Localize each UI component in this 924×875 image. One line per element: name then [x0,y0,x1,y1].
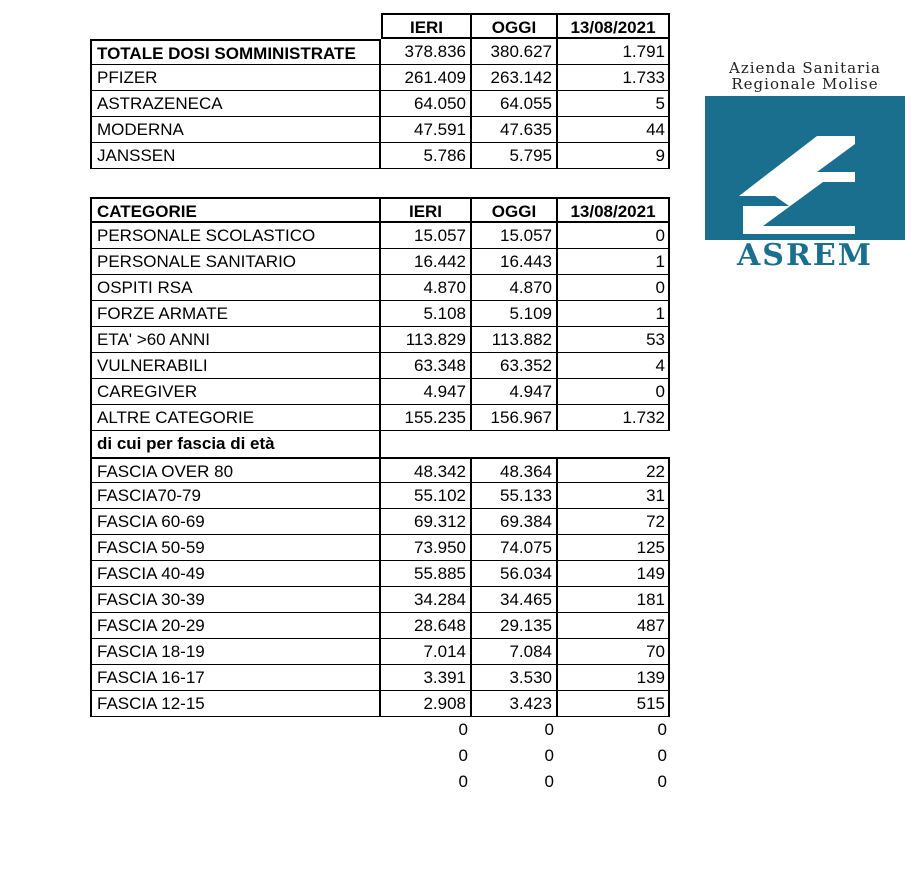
ieri-value: 69.312 [381,509,472,535]
row-label: FASCIA 20-29 [90,613,381,639]
oggi-value: 3.530 [472,665,558,691]
age-subheader: di cui per fascia di età [90,431,381,457]
oggi-value: 5.795 [472,143,558,169]
oggi-value: 34.465 [472,587,558,613]
table-row [90,613,672,639]
oggi-value: 69.384 [472,509,558,535]
table-row [90,249,672,275]
delta-value: 125 [558,535,670,561]
row-label: FASCIA 18-19 [90,639,381,665]
ieri-value: 15.057 [381,223,472,249]
delta-value: 53 [558,327,670,353]
delta-value: 1.733 [558,65,670,91]
row-label: TOTALE DOSI SOMMINISTRATE [90,39,381,65]
oggi-value: 47.635 [472,117,558,143]
header-ieri: IERI [381,197,472,223]
delta-value: 1 [558,249,670,275]
delta-value: 44 [558,117,670,143]
zero-row [90,717,672,743]
oggi-value: 16.443 [472,249,558,275]
row-label: FASCIA 12-15 [90,691,381,717]
delta-value: 31 [558,483,670,509]
ieri-value: 16.442 [381,249,472,275]
logo-s-icon [705,96,905,240]
row-label: FASCIA 50-59 [90,535,381,561]
oggi-value: 0 [544,746,554,765]
oggi-value: 156.967 [472,405,558,431]
ieri-value: 7.014 [381,639,472,665]
ieri-value: 113.829 [381,327,472,353]
ieri-value: 0 [458,720,468,739]
oggi-value: 5.109 [472,301,558,327]
header-oggi: OGGI [472,197,558,223]
oggi-value: 4.870 [472,275,558,301]
delta-value: 22 [558,457,670,483]
table-row [90,587,672,613]
ieri-value: 378.836 [381,39,472,65]
oggi-value: 7.084 [472,639,558,665]
row-label: JANSSEN [90,143,381,169]
table-row [90,275,672,301]
table-row [90,665,672,691]
delta-value: 0 [657,772,667,791]
ieri-value: 28.648 [381,613,472,639]
row-label: FASCIA OVER 80 [90,457,381,483]
oggi-value: 55.133 [472,483,558,509]
ieri-value: 63.348 [381,353,472,379]
header-date: 13/08/2021 [558,197,670,223]
oggi-value: 64.055 [472,91,558,117]
asrem-logo [700,60,910,275]
row-label: FASCIA70-79 [90,483,381,509]
row-label: ALTRE CATEGORIE [90,405,381,431]
table-row [90,91,672,117]
logo-emblem [705,96,905,240]
delta-value: 1.732 [558,405,670,431]
table-row [90,223,672,249]
delta-value: 1 [558,301,670,327]
oggi-value: 63.352 [472,353,558,379]
categories-header-row [90,197,672,223]
row-label: ETA' >60 ANNI [90,327,381,353]
row-label: VULNERABILI [90,353,381,379]
ieri-value: 4.947 [381,379,472,405]
logo-line-1: Azienda Sanitaria [729,59,881,77]
delta-value: 139 [558,665,670,691]
ieri-value: 0 [458,746,468,765]
logo-line-2: Regionale Molise [731,75,879,93]
ieri-value: 0 [458,772,468,791]
table-row [90,457,672,483]
delta-value: 70 [558,639,670,665]
oggi-value: 4.947 [472,379,558,405]
oggi-value: 0 [544,772,554,791]
table-row [90,509,672,535]
table-row [90,691,672,717]
oggi-value: 380.627 [472,39,558,65]
row-label: FASCIA 40-49 [90,561,381,587]
header-categorie: CATEGORIE [90,197,381,223]
doses-header-row [90,13,672,39]
row-label: ASTRAZENECA [90,91,381,117]
row-label: FORZE ARMATE [90,301,381,327]
table-row [90,535,672,561]
oggi-value: 29.135 [472,613,558,639]
ieri-value: 155.235 [381,405,472,431]
table-row [90,65,672,91]
age-subheader-row [90,431,672,457]
table-row [90,561,672,587]
table-row [90,301,672,327]
row-label: FASCIA 16-17 [90,665,381,691]
delta-value: 72 [558,509,670,535]
delta-value: 181 [558,587,670,613]
ieri-value: 2.908 [381,691,472,717]
ieri-value: 73.950 [381,535,472,561]
ieri-value: 4.870 [381,275,472,301]
logo-wordmark: ASREM [737,238,873,273]
row-label: FASCIA 30-39 [90,587,381,613]
delta-value: 5 [558,91,670,117]
ieri-value: 3.391 [381,665,472,691]
ieri-value: 55.885 [381,561,472,587]
delta-value: 0 [657,720,667,739]
table-row [90,379,672,405]
table-row [90,405,672,431]
ieri-value: 55.102 [381,483,472,509]
oggi-value: 263.142 [472,65,558,91]
ieri-value: 5.786 [381,143,472,169]
table-row [90,483,672,509]
table-row [90,353,672,379]
row-label: FASCIA 60-69 [90,509,381,535]
delta-value: 487 [558,613,670,639]
ieri-value: 34.284 [381,587,472,613]
ieri-value: 48.342 [381,457,472,483]
row-label: CAREGIVER [90,379,381,405]
row-label: PERSONALE SCOLASTICO [90,223,381,249]
delta-value: 1.791 [558,39,670,65]
table-row [90,117,672,143]
row-label: PERSONALE SANITARIO [90,249,381,275]
row-label: PFIZER [90,65,381,91]
delta-value: 9 [558,143,670,169]
ieri-value: 64.050 [381,91,472,117]
table-row [90,639,672,665]
delta-value: 149 [558,561,670,587]
row-label: MODERNA [90,117,381,143]
table-row [90,143,672,169]
oggi-value: 56.034 [472,561,558,587]
header-date: 13/08/2021 [558,13,670,39]
table-row [90,327,672,353]
header-ieri: IERI [381,13,472,39]
oggi-value: 0 [544,720,554,739]
oggi-value: 15.057 [472,223,558,249]
ieri-value: 47.591 [381,117,472,143]
delta-value: 0 [657,746,667,765]
zero-row [90,743,672,769]
oggi-value: 3.423 [472,691,558,717]
delta-value: 0 [558,223,670,249]
delta-value: 4 [558,353,670,379]
delta-value: 0 [558,379,670,405]
ieri-value: 261.409 [381,65,472,91]
delta-value: 515 [558,691,670,717]
ieri-value: 5.108 [381,301,472,327]
oggi-value: 74.075 [472,535,558,561]
oggi-value: 113.882 [472,327,558,353]
header-oggi: OGGI [472,13,558,39]
row-label: OSPITI RSA [90,275,381,301]
table-row [90,39,672,65]
zero-row [90,769,672,795]
oggi-value: 48.364 [472,457,558,483]
delta-value: 0 [558,275,670,301]
